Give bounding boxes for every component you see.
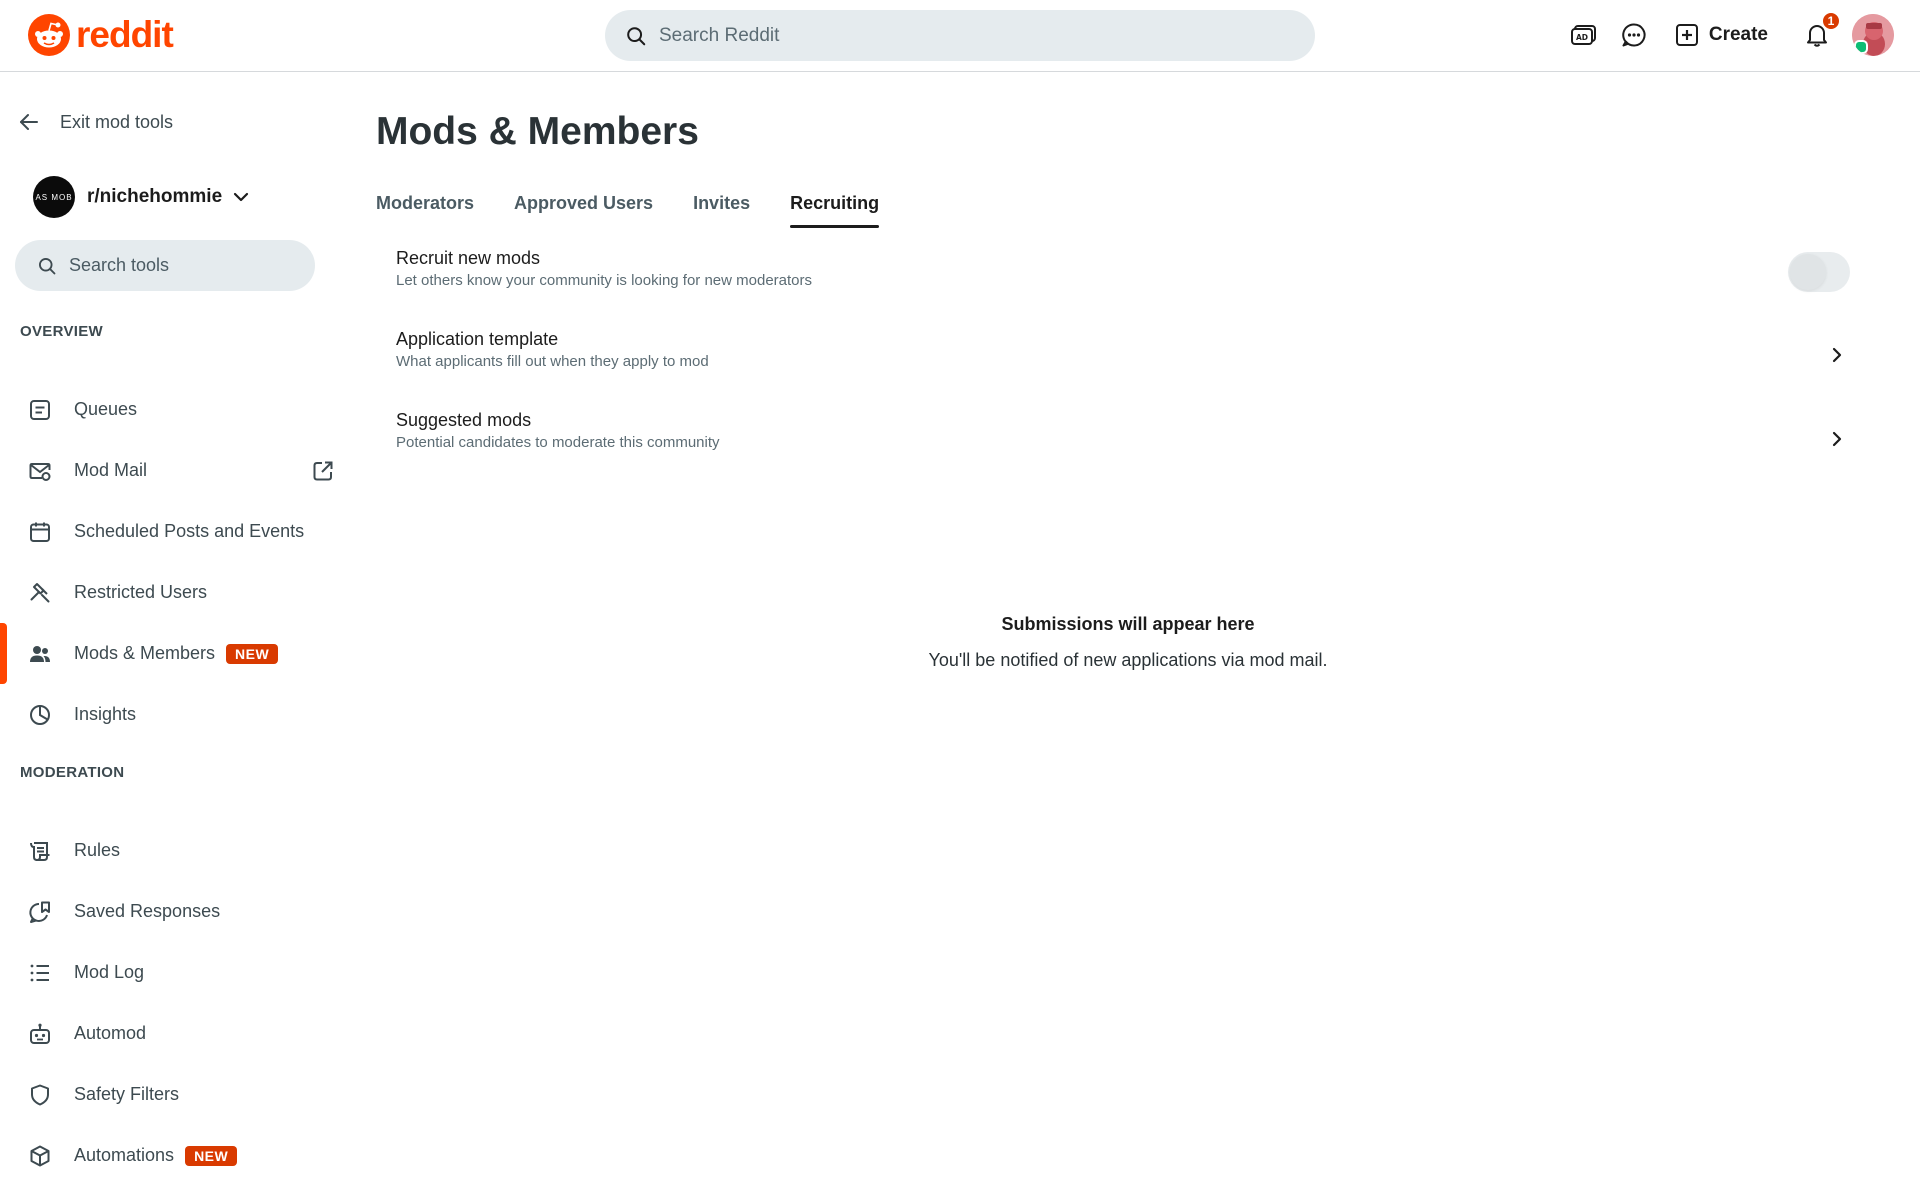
sidebar-item-restricted-users[interactable] (0, 562, 340, 623)
scroll-icon (28, 839, 52, 863)
new-badge: NEW (185, 1146, 237, 1166)
members-icon (28, 642, 52, 666)
sidebar-item-label: Queues (74, 399, 138, 419)
chevron-right-icon (1828, 346, 1846, 364)
pie-chart-icon (28, 703, 52, 727)
empty-state-title: Submissions will appear here (1001, 614, 1255, 634)
community-selector[interactable] (33, 176, 250, 218)
chat-icon (1621, 22, 1647, 48)
list-icon (28, 961, 52, 985)
setting-title: Suggested mods (396, 410, 532, 430)
logo-text: reddit (76, 14, 173, 55)
reddit-logo[interactable] (28, 14, 173, 56)
sidebar-item-label: Scheduled Posts and Events (74, 521, 305, 541)
sidebar-item-insights[interactable] (0, 684, 340, 745)
search-input[interactable] (657, 24, 1261, 48)
hammer-icon (28, 581, 52, 605)
notification-count-badge: 1 (1821, 11, 1841, 31)
ad-icon (1570, 23, 1598, 47)
queue-icon (28, 398, 52, 422)
sidebar-item-label: Saved Responses (74, 901, 221, 921)
tab-approved-users[interactable]: Approved Users (514, 193, 654, 213)
external-link-icon[interactable] (311, 459, 335, 483)
sidebar-item-saved-responses[interactable] (0, 881, 340, 942)
sidebar-item-mod-log[interactable] (0, 942, 340, 1003)
sidebar-item-label: Safety Filters (74, 1084, 180, 1104)
calendar-icon (28, 520, 52, 544)
toggle-knob (1790, 254, 1826, 290)
exit-mod-tools-link[interactable] (18, 111, 173, 133)
setting-row-recruit-new-mods[interactable] (376, 240, 1866, 310)
shield-icon (28, 1083, 52, 1107)
robot-icon (28, 1022, 52, 1046)
overview-section-title: OVERVIEW (20, 323, 103, 340)
search-bar[interactable] (605, 10, 1315, 61)
chat-button[interactable] (1613, 14, 1655, 56)
moderation-section-title: MODERATION (20, 764, 125, 781)
page-title: Mods & Members (376, 110, 699, 153)
community-avatar: AS MOB (33, 176, 75, 218)
setting-row-application-template[interactable] (376, 321, 1866, 391)
online-status-dot (1854, 40, 1868, 54)
sidebar-item-mod-mail[interactable] (0, 440, 340, 501)
cube-icon (28, 1144, 52, 1168)
sidebar-item-label: Restricted Users (74, 582, 208, 602)
top-bar (0, 0, 1920, 72)
search-icon (625, 25, 647, 47)
sidebar-item-label: Automations (74, 1145, 175, 1165)
empty-state-subtitle: You'll be notified of new applications via mod mail. (928, 650, 1328, 670)
header-actions (1555, 14, 1894, 56)
setting-row-suggested-mods[interactable] (376, 402, 1866, 472)
exit-mod-tools-label: Exit mod tools (60, 111, 174, 132)
tab-invites[interactable]: Invites (693, 193, 751, 213)
tools-search-input[interactable] (67, 254, 291, 277)
tab-moderators[interactable]: Moderators (376, 193, 475, 213)
sidebar-item-label: Mods & Members (74, 643, 216, 663)
create-label: Create (1708, 24, 1768, 45)
sidebar-item-scheduled-posts[interactable] (0, 501, 340, 562)
create-button[interactable] (1669, 14, 1774, 56)
sidebar-item-label: Mod Mail (74, 460, 148, 480)
setting-subtitle: Let others know your community is looking for new moderators (396, 272, 813, 289)
community-name: r/nichehommie (87, 186, 223, 207)
sidebar-item-label-group (74, 1145, 237, 1166)
search-icon (37, 256, 57, 276)
chevron-down-icon (232, 188, 250, 206)
setting-subtitle: What applicants fill out when they apply to mod (396, 353, 709, 370)
plus-square-icon (1675, 23, 1699, 47)
sidebar-item-label: Automod (74, 1023, 147, 1043)
sidebar-item-label: Insights (74, 704, 137, 724)
tab-bar (376, 188, 919, 228)
setting-title: Recruit new mods (396, 248, 541, 268)
recruit-toggle[interactable] (1788, 252, 1850, 292)
new-badge: NEW (226, 644, 278, 664)
setting-subtitle: Potential candidates to moderate this community (396, 434, 720, 451)
user-avatar[interactable] (1852, 14, 1894, 56)
svg-text:AD: AD (1575, 33, 1588, 42)
sidebar-item-label-group (74, 643, 278, 664)
sidebar-item-mods-members[interactable] (0, 623, 340, 684)
chevron-right-icon (1828, 430, 1846, 448)
arrow-left-icon (18, 111, 40, 133)
sidebar-item-rules[interactable] (0, 820, 340, 881)
sidebar-item-automations[interactable] (0, 1125, 340, 1186)
notifications-button[interactable] (1796, 14, 1838, 56)
advertise-button[interactable] (1563, 14, 1605, 56)
mail-icon (28, 459, 52, 483)
sidebar-item-safety-filters[interactable] (0, 1064, 340, 1125)
reddit-snoo-icon (28, 14, 70, 56)
sidebar-item-queues[interactable] (0, 379, 340, 440)
saved-response-icon (28, 900, 52, 924)
sidebar-item-automod[interactable] (0, 1003, 340, 1064)
sidebar-item-label: Rules (74, 840, 121, 860)
tools-search-bar[interactable] (15, 240, 315, 291)
sidebar-item-label: Mod Log (74, 962, 145, 982)
setting-title: Application template (396, 329, 559, 349)
tab-recruiting[interactable]: Recruiting (790, 188, 879, 228)
mod-tools-sidebar (0, 71, 340, 1200)
